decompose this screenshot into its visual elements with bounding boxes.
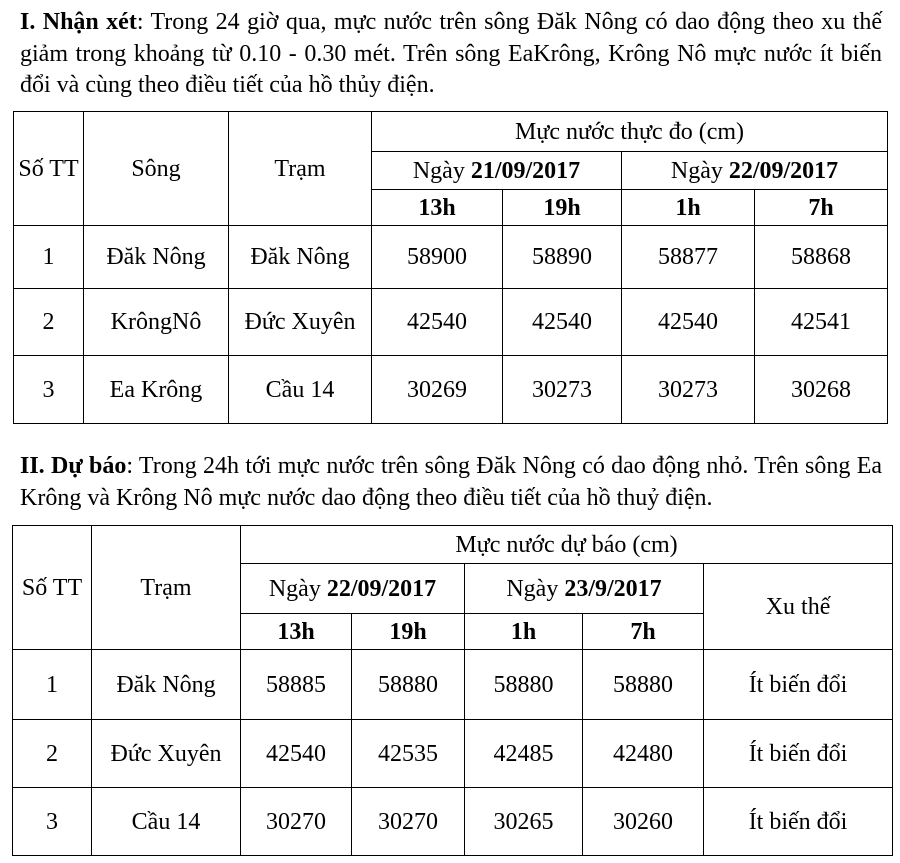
header-trend: Xu thế — [704, 564, 893, 650]
cell-tram: Cầu 14 — [229, 356, 372, 424]
cell-value: 42540 — [622, 289, 755, 356]
header-day2: Ngày 22/09/2017 — [622, 152, 888, 190]
cell-value: 58877 — [622, 226, 755, 289]
cell-value: 30270 — [352, 788, 465, 856]
cell-value: 30269 — [372, 356, 503, 424]
observation-paragraph — [20, 7, 882, 102]
header-day1: Ngày 22/09/2017 — [241, 564, 465, 614]
cell-stt: 2 — [13, 720, 92, 788]
cell-value: 30265 — [465, 788, 583, 856]
header-tram: Trạm — [229, 112, 372, 226]
cell-value: 42540 — [503, 289, 622, 356]
cell-song: Ea Krông — [84, 356, 229, 424]
header-hour: 19h — [352, 614, 465, 650]
cell-tram: Cầu 14 — [92, 788, 241, 856]
header-day1: Ngày 21/09/2017 — [372, 152, 622, 190]
cell-tram: Đức Xuyên — [92, 720, 241, 788]
cell-stt: 2 — [14, 289, 84, 356]
observation-heading: I. Nhận xét — [20, 9, 137, 35]
cell-value: 58885 — [241, 650, 352, 720]
forecast-paragraph — [20, 451, 882, 514]
cell-value: 58880 — [583, 650, 704, 720]
table-row — [14, 289, 888, 356]
cell-stt: 3 — [14, 356, 84, 424]
cell-trend: Ít biến đổi — [704, 650, 893, 720]
cell-value: 58868 — [755, 226, 888, 289]
cell-trend: Ít biến đổi — [704, 720, 893, 788]
cell-value: 42535 — [352, 720, 465, 788]
header-hour: 1h — [465, 614, 583, 650]
cell-value: 42480 — [583, 720, 704, 788]
header-forecast-group: Mực nước dự báo (cm) — [241, 526, 893, 564]
cell-tram: Đức Xuyên — [229, 289, 372, 356]
header-hour: 19h — [503, 190, 622, 226]
cell-stt: 3 — [13, 788, 92, 856]
table-row — [13, 650, 893, 720]
cell-song: Đăk Nông — [84, 226, 229, 289]
cell-value: 58880 — [465, 650, 583, 720]
cell-value: 42540 — [241, 720, 352, 788]
table-row — [13, 720, 893, 788]
cell-tram: Đăk Nông — [229, 226, 372, 289]
cell-song: KrôngNô — [84, 289, 229, 356]
observation-text: : Trong 24 giờ qua, mực nước trên sông Đăk Nông có dao động theo xu thế giảm trong khoảng từ 0.10 - 0.30 mét. Trên sông EaKrông, Krông Nô mực nước ít biến đổi và cùng theo điều tiết của hồ thủy điện. — [20, 9, 882, 98]
header-hour: 1h — [622, 190, 755, 226]
cell-value: 30273 — [622, 356, 755, 424]
cell-value: 30273 — [503, 356, 622, 424]
cell-value: 58900 — [372, 226, 503, 289]
forecast-text: : Trong 24h tới mực nước trên sông Đăk Nông có dao động nhỏ. Trên sông Ea Krông và Krông Nô mực nước dao động theo điều tiết của hồ thuỷ điện. — [20, 453, 883, 511]
forecast-heading: II. Dự báo — [20, 453, 127, 479]
header-tram: Trạm — [92, 526, 241, 650]
cell-value: 30260 — [583, 788, 704, 856]
cell-value: 42540 — [372, 289, 503, 356]
cell-value: 42541 — [755, 289, 888, 356]
header-song: Sông — [84, 112, 229, 226]
table-row — [14, 356, 888, 424]
cell-trend: Ít biến đổi — [704, 788, 893, 856]
header-day2: Ngày 23/9/2017 — [465, 564, 704, 614]
cell-stt: 1 — [14, 226, 84, 289]
cell-stt: 1 — [13, 650, 92, 720]
header-stt: Số TT — [13, 526, 92, 650]
header-hour: 7h — [755, 190, 888, 226]
cell-value: 42485 — [465, 720, 583, 788]
header-hour: 13h — [372, 190, 503, 226]
forecast-water-level-table — [12, 525, 893, 856]
header-hour: 7h — [583, 614, 704, 650]
cell-value: 58880 — [352, 650, 465, 720]
observed-water-level-table — [13, 111, 888, 424]
header-stt: Số TT — [14, 112, 84, 226]
header-observed-group: Mực nước thực đo (cm) — [372, 112, 888, 152]
table-row — [14, 226, 888, 289]
table-row — [13, 788, 893, 856]
header-hour: 13h — [241, 614, 352, 650]
cell-tram: Đăk Nông — [92, 650, 241, 720]
cell-value: 30268 — [755, 356, 888, 424]
cell-value: 30270 — [241, 788, 352, 856]
cell-value: 58890 — [503, 226, 622, 289]
